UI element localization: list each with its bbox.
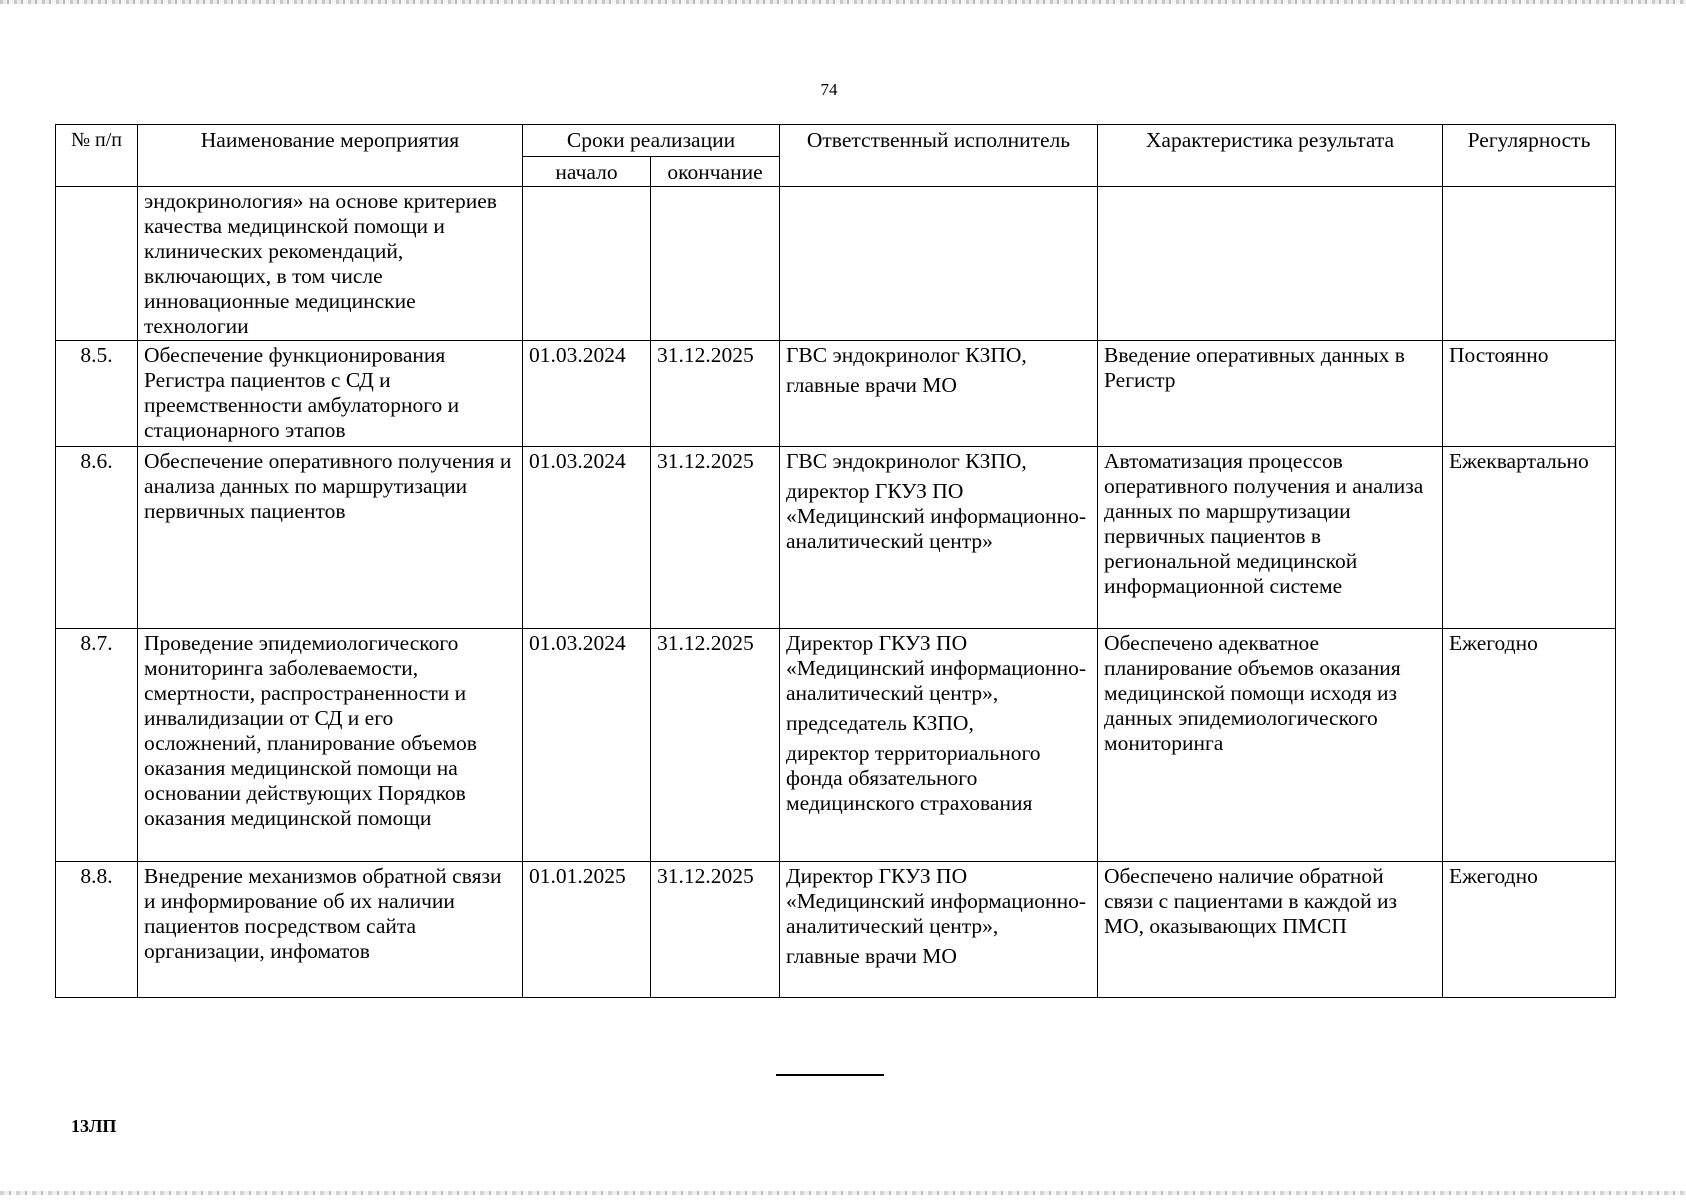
cell-result: Обеспечено адекватное планирование объемов оказания медицинской помощи исходя из данных эпидемиологического мониторинга [1098,629,1443,862]
responsible-line: директор территориального фонда обязательного медицинского страхования [786,741,1041,815]
table-header [56,125,1616,187]
cell-result: Введение оперативных данных в Регистр [1098,341,1443,447]
cell-regularity: Ежегодно [1443,862,1616,998]
responsible-line: Директор ГКУЗ ПО «Медицинский информационно-аналитический центр», [786,631,1086,705]
cell-result: Автоматизация процессов оперативного получения и анализа данных по маршрутизации первичных пациентов в региональной медицинской информационной системе [1098,447,1443,629]
responsible-line: председатель КЗПО, [786,711,974,735]
cell-result: Обеспечено наличие обратной связи с пациентами в каждой из МО, оказывающих ПМСП [1098,862,1443,998]
cell-end: 31.12.2025 [651,447,780,629]
cell-name: Проведение эпидемиологического мониторинга заболеваемости, смертности, распространенности и инвалидизации от СД и его осложнений, планирование объемов оказания медицинской помощи на основании действующих Порядков оказания медицинской помощи [138,629,523,862]
table-row [56,341,1616,447]
header-end: окончание [651,157,780,187]
cell-responsible [780,341,1098,447]
header-name: Наименование мероприятия [138,125,523,187]
cell-num: 8.5. [56,341,138,447]
cell-end: 31.12.2025 [651,629,780,862]
cell-name: эндокринология» на основе критериев качества медицинской помощи и клинических рекомендаций, включающих, в том числе инновационные медицинские технологии [138,187,523,341]
cell-start: 01.01.2025 [523,862,651,998]
cell-end [651,187,780,341]
scan-edge-top [0,0,1686,4]
header-regularity: Регулярность [1443,125,1616,187]
cell-regularity [1443,187,1616,341]
table-row [56,447,1616,629]
cell-responsible [780,187,1098,341]
cell-num: 8.6. [56,447,138,629]
footer-code: 13ЛП [71,1116,117,1136]
responsible-line: ГВС эндокринолог КЗПО, [786,449,1027,473]
cell-start [523,187,651,341]
cell-end: 31.12.2025 [651,341,780,447]
cell-name: Обеспечение функционирования Регистра пациентов с СД и преемственности амбулаторного и стационарного этапов [138,341,523,447]
header-responsible: Ответственный исполнитель [780,125,1098,187]
cell-start: 01.03.2024 [523,447,651,629]
header-result: Характеристика результата [1098,125,1443,187]
cell-start: 01.03.2024 [523,341,651,447]
responsible-line: ГВС эндокринолог КЗПО, [786,343,1027,367]
cell-start: 01.03.2024 [523,629,651,862]
table-row-continuation [56,187,1616,341]
page-number: 74 [820,80,838,99]
cell-regularity: Ежеквартально [1443,447,1616,629]
header-num: № п/п [56,125,138,187]
responsible-line: главные врачи МО [786,373,957,397]
header-start: начало [523,157,651,187]
scan-edge-bottom [0,1191,1686,1195]
header-dates: Сроки реализации [523,125,780,157]
cell-responsible [780,629,1098,862]
action-plan-table [55,124,1616,998]
cell-responsible [780,447,1098,629]
cell-regularity: Ежегодно [1443,629,1616,862]
closing-line [776,1074,884,1076]
cell-num: 8.7. [56,629,138,862]
cell-num [56,187,138,341]
cell-regularity: Постоянно [1443,341,1616,447]
table-row [56,862,1616,998]
responsible-line: главные врачи МО [786,944,957,968]
cell-responsible [780,862,1098,998]
cell-result [1098,187,1443,341]
cell-end: 31.12.2025 [651,862,780,998]
table-row [56,629,1616,862]
cell-name: Обеспечение оперативного получения и анализа данных по маршрутизации первичных пациентов [138,447,523,629]
responsible-line: Директор ГКУЗ ПО «Медицинский информационно-аналитический центр», [786,864,1086,938]
cell-num: 8.8. [56,862,138,998]
responsible-line: директор ГКУЗ ПО «Медицинский информационно-аналитический центр» [786,479,1086,553]
cell-name: Внедрение механизмов обратной связи и информирование об их наличии пациентов посредством сайта организации, инфоматов [138,862,523,998]
